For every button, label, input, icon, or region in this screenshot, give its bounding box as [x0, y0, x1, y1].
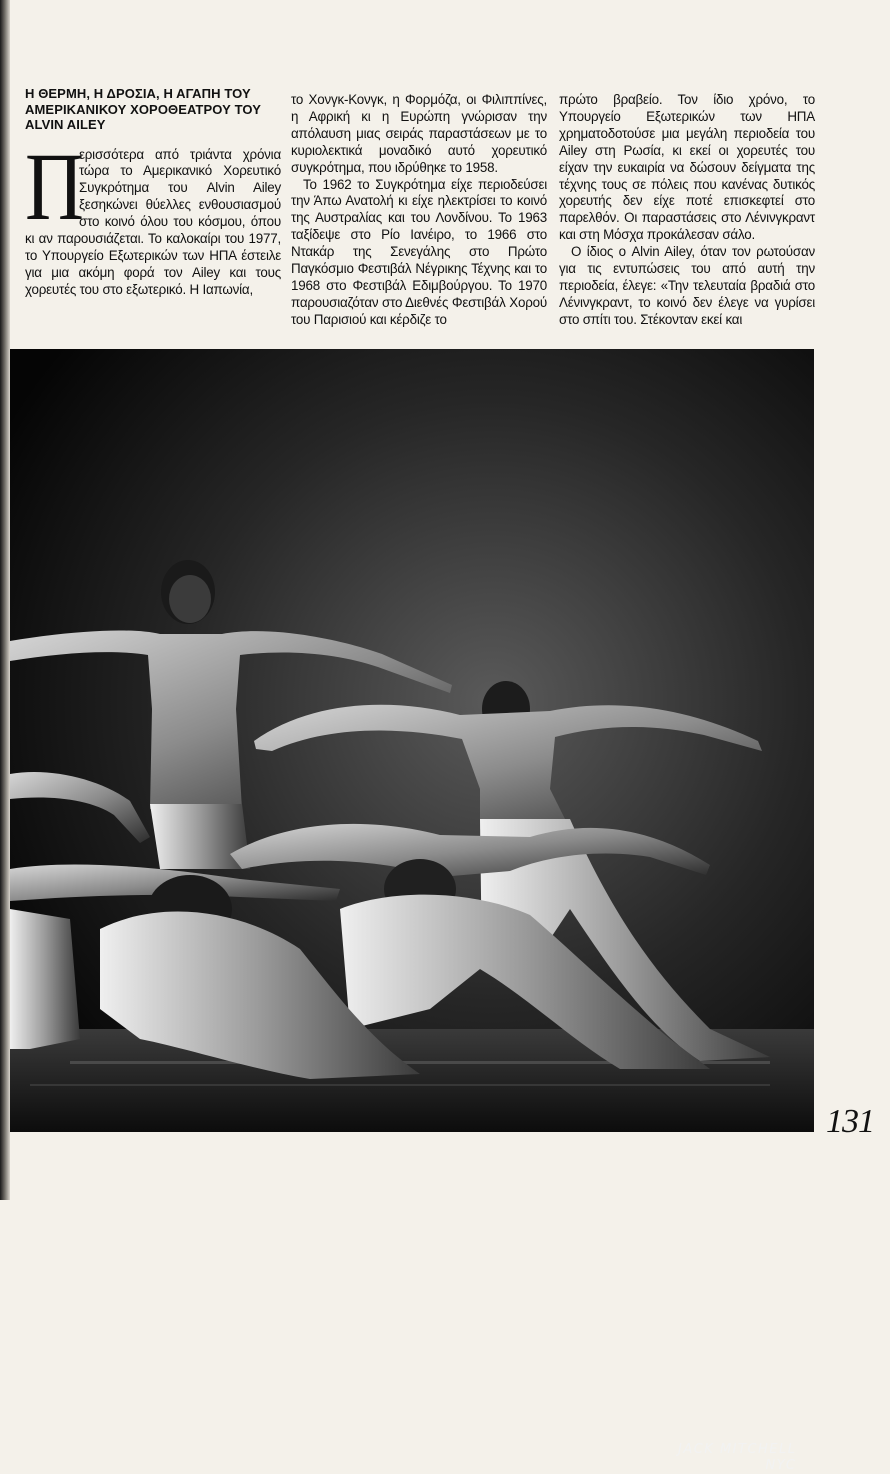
photo-credit-name: JACK MITCHELL [678, 1442, 797, 1457]
article-headline: Η ΘΕΡΜΗ, Η ΔΡΟΣΙΑ, Η ΑΓΑΠΗ ΤΟΥ ΑΜΕΡΙΚΑΝΙΚΟΥ ΧΟΡΟΘΕΑΤΡΟΥ ΤΟΥ ALVIN AILEY [25, 86, 261, 132]
article-column-2 [291, 92, 547, 329]
article-paragraph: Ο ίδιος ο Alvin Ailey, όταν τον ρωτούσαν για τις εντυπώσεις του από αυτή την περιοδεία, έλεγε: «Την τελευταία βραδιά στο Λένινγκραντ, το κοινό δεν έλεγε να γυρίσει στο σπίτι του. Στέκονταν εκεί και [559, 244, 815, 327]
dancers-illustration [10, 349, 814, 1132]
page-number: 131 [826, 1103, 874, 1140]
article-paragraph: το Χονγκ-Κονγκ, η Φορμόζα, οι Φιλιππίνες, η Αφρική κι η Ευρώπη γνώρισαν την απόλαυση μιας σειράς παραστάσεων με το κυριολεκτικά μοναδικό αυτό χορευτικό συγκρότημα, που ιδρύθηκε το 1958. [291, 92, 547, 175]
article-column-1 [25, 86, 281, 299]
paragraph-text: ερισσότερα από τριάντα χρόνια τώρα το Αμερικανικό Χορευτικό Συγκρότημα του Alvin Ailey ξεσηκώνει θύελλες ενθουσιασμού στο κοινό όλου του κόσμου, όπου κι αν παρουσιάζεται. Το καλοκαίρι του 1977, το Υπουργείο Εξωτερικών των ΗΠΑ έστειλε για μια ακόμη φορά τον Ailey και τους χορευτές του στο εξωτερικό. Η Ιαπωνία, [25, 146, 281, 297]
photo-credit [678, 1442, 797, 1474]
article-paragraph [25, 132, 281, 299]
page-binding-edge [0, 0, 10, 1200]
article-paragraph: Το 1962 το Συγκρότημα είχε περιοδεύσει την Άπω Ανατολή κι είχε ηλεκτρίσει το κοινό της Αυστραλίας και του Λονδίνου. Το 1963 ταξίδεψε στο Ρίο Ιανέιρο, το 1966 στο Ντακάρ της Σενεγάλης στο Πρώτο Παγκόσμιο Φεστιβάλ Νέγρικης Τέχνης και το 1968 στο Φεστιβάλ Εδιμβούργου. Το 1970 παρουσιαζόταν στο Διεθνές Φεστιβάλ Χορού του Παρισιού και κέρδιζε το [291, 176, 547, 327]
photo-credit-location: NYC [765, 1458, 797, 1473]
article-column-3 [559, 92, 815, 329]
drop-cap: Π [25, 132, 84, 240]
article-paragraph: πρώτο βραβείο. Τον ίδιο χρόνο, το Υπουργείο Εξωτερικών των ΗΠΑ χρηματοδοτούσε μια μεγάλη περιοδεία του Ailey στη Ρωσία, κι εκεί οι χορευτές του είχαν την ευκαιρία να δώσουν δείγματα της τέχνης τους σε πόλεις που κανένας δυτικός χορευτής δεν είχε ποτέ επισκεφτεί στο παρελθόν. Οι παραστάσεις στο Λένινγκραντ και στη Μόσχα προκάλεσαν σάλο. [559, 92, 815, 243]
dance-photograph [10, 349, 814, 1473]
